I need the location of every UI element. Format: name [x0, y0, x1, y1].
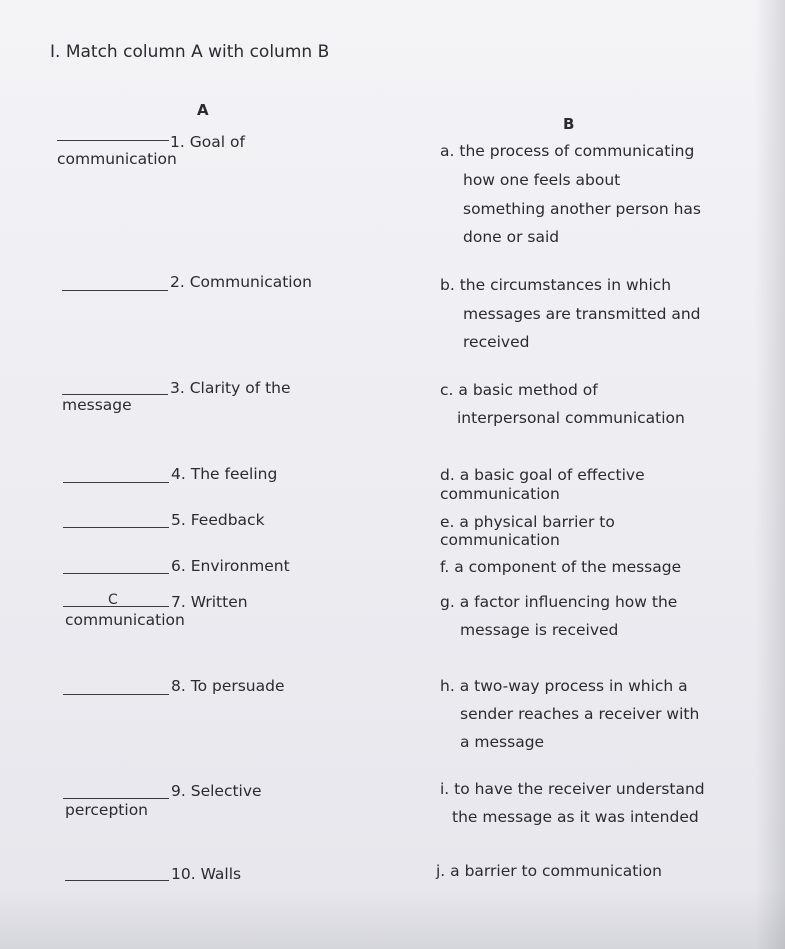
worksheet-title: I. Match column A with column B — [50, 42, 330, 62]
item-a-8 — [171, 677, 285, 695]
item-a-9 — [171, 782, 262, 800]
answer-blank-4[interactable] — [63, 482, 169, 483]
item-a-5-text: Feedback — [190, 511, 265, 529]
item-b-g-line2: message is received — [460, 621, 619, 639]
item-b-h-text: a two-way process in which a — [459, 677, 688, 695]
item-a-1-number: 1. — [170, 133, 185, 151]
item-a-3 — [170, 379, 291, 397]
item-a-7-number: 7. — [171, 593, 186, 611]
item-b-b-letter: b. — [440, 276, 455, 294]
item-a-3-text: Clarity of the — [189, 379, 291, 397]
item-b-d-letter: d. — [440, 466, 455, 484]
item-b-c-line2: interpersonal communication — [457, 409, 685, 427]
item-a-10-number: 10. — [171, 865, 196, 883]
item-a-1-text: Goal of — [189, 133, 245, 151]
item-b-i-line1 — [440, 780, 705, 798]
item-a-8-number: 8. — [171, 677, 186, 695]
item-b-f-letter: f. — [440, 558, 450, 576]
answer-blank-5[interactable] — [63, 527, 169, 528]
page-shadow — [0, 889, 785, 949]
item-b-f-text: a component of the message — [454, 558, 682, 576]
item-b-e-text: a physical barrier to — [459, 513, 615, 531]
item-a-4-text: The feeling — [190, 465, 278, 483]
item-a-2-text: Communication — [189, 273, 312, 291]
column-a-header: A — [197, 101, 209, 119]
item-a-7 — [171, 593, 248, 611]
item-b-h-line2: sender reaches a receiver with — [460, 705, 700, 723]
item-a-5-number: 5. — [171, 511, 186, 529]
item-a-10-text: Walls — [200, 865, 242, 883]
item-b-b-text: the circumstances in which — [459, 276, 672, 294]
item-a-8-text: To persuade — [190, 677, 285, 695]
item-b-h-line1 — [440, 677, 688, 695]
answer-blank-9[interactable] — [63, 798, 169, 799]
item-b-b-line3: received — [463, 333, 530, 351]
item-a-3-text-cont: message — [62, 396, 132, 414]
answer-7: C — [108, 592, 118, 608]
item-a-6 — [171, 557, 290, 575]
item-b-c-line1 — [440, 381, 598, 399]
item-a-7-text-cont: communication — [65, 611, 185, 629]
item-b-c-letter: c. — [440, 381, 454, 399]
column-b-header: B — [563, 115, 575, 133]
item-a-4 — [171, 465, 277, 483]
item-a-3-number: 3. — [170, 379, 185, 397]
item-b-a-line4: done or said — [463, 228, 560, 246]
item-a-1 — [170, 133, 245, 151]
item-a-2-number: 2. — [170, 273, 185, 291]
item-b-i-letter: i. — [440, 780, 450, 798]
item-b-j-text: a barrier to communication — [450, 862, 662, 880]
answer-blank-10[interactable] — [65, 880, 169, 881]
item-b-b-line2: messages are transmitted and — [463, 305, 701, 323]
item-b-a-line1 — [440, 142, 694, 160]
item-b-d-line2: communication — [440, 485, 560, 503]
item-b-f-line1 — [440, 558, 681, 576]
answer-blank-8[interactable] — [63, 694, 169, 695]
item-b-h-letter: h. — [440, 677, 455, 695]
item-a-6-text: Environment — [190, 557, 290, 575]
item-b-a-text: the process of communicating — [459, 142, 695, 160]
answer-blank-3[interactable] — [62, 394, 168, 395]
item-b-a-letter: a. — [440, 142, 455, 160]
page-shadow — [755, 0, 785, 949]
answer-blank-2[interactable] — [62, 290, 168, 291]
answer-blank-6[interactable] — [63, 573, 169, 574]
answer-blank-1[interactable] — [57, 140, 169, 141]
item-a-4-number: 4. — [171, 465, 186, 483]
item-a-9-text-cont: perception — [65, 801, 148, 819]
item-a-1-text-cont: communication — [57, 150, 177, 168]
item-a-7-text: Written — [190, 593, 248, 611]
item-b-g-text: a factor influencing how the — [459, 593, 678, 611]
item-b-i-text: to have the receiver understand — [454, 780, 705, 798]
item-a-6-number: 6. — [171, 557, 186, 575]
item-b-d-text: a basic goal of effective — [459, 466, 645, 484]
item-b-c-text: a basic method of — [458, 381, 598, 399]
item-b-a-line3: something another person has — [463, 200, 701, 218]
item-a-9-text: Selective — [190, 782, 262, 800]
item-b-j-line1 — [436, 862, 662, 880]
item-b-e-line1 — [440, 513, 615, 531]
item-b-g-line1 — [440, 593, 677, 611]
item-b-j-letter: j. — [436, 862, 446, 880]
item-b-b-line1 — [440, 276, 671, 294]
item-b-a-line2: how one feels about — [463, 171, 621, 189]
item-b-e-line2: communication — [440, 531, 560, 549]
item-a-5 — [171, 511, 265, 529]
item-b-i-line2: the message as it was intended — [452, 808, 699, 826]
item-b-h-line3: a message — [460, 733, 545, 751]
item-b-e-letter: e. — [440, 513, 455, 531]
item-a-10 — [171, 865, 241, 883]
item-b-g-letter: g. — [440, 593, 455, 611]
item-b-d-line1 — [440, 466, 645, 484]
item-a-2 — [170, 273, 312, 291]
item-a-9-number: 9. — [171, 782, 186, 800]
